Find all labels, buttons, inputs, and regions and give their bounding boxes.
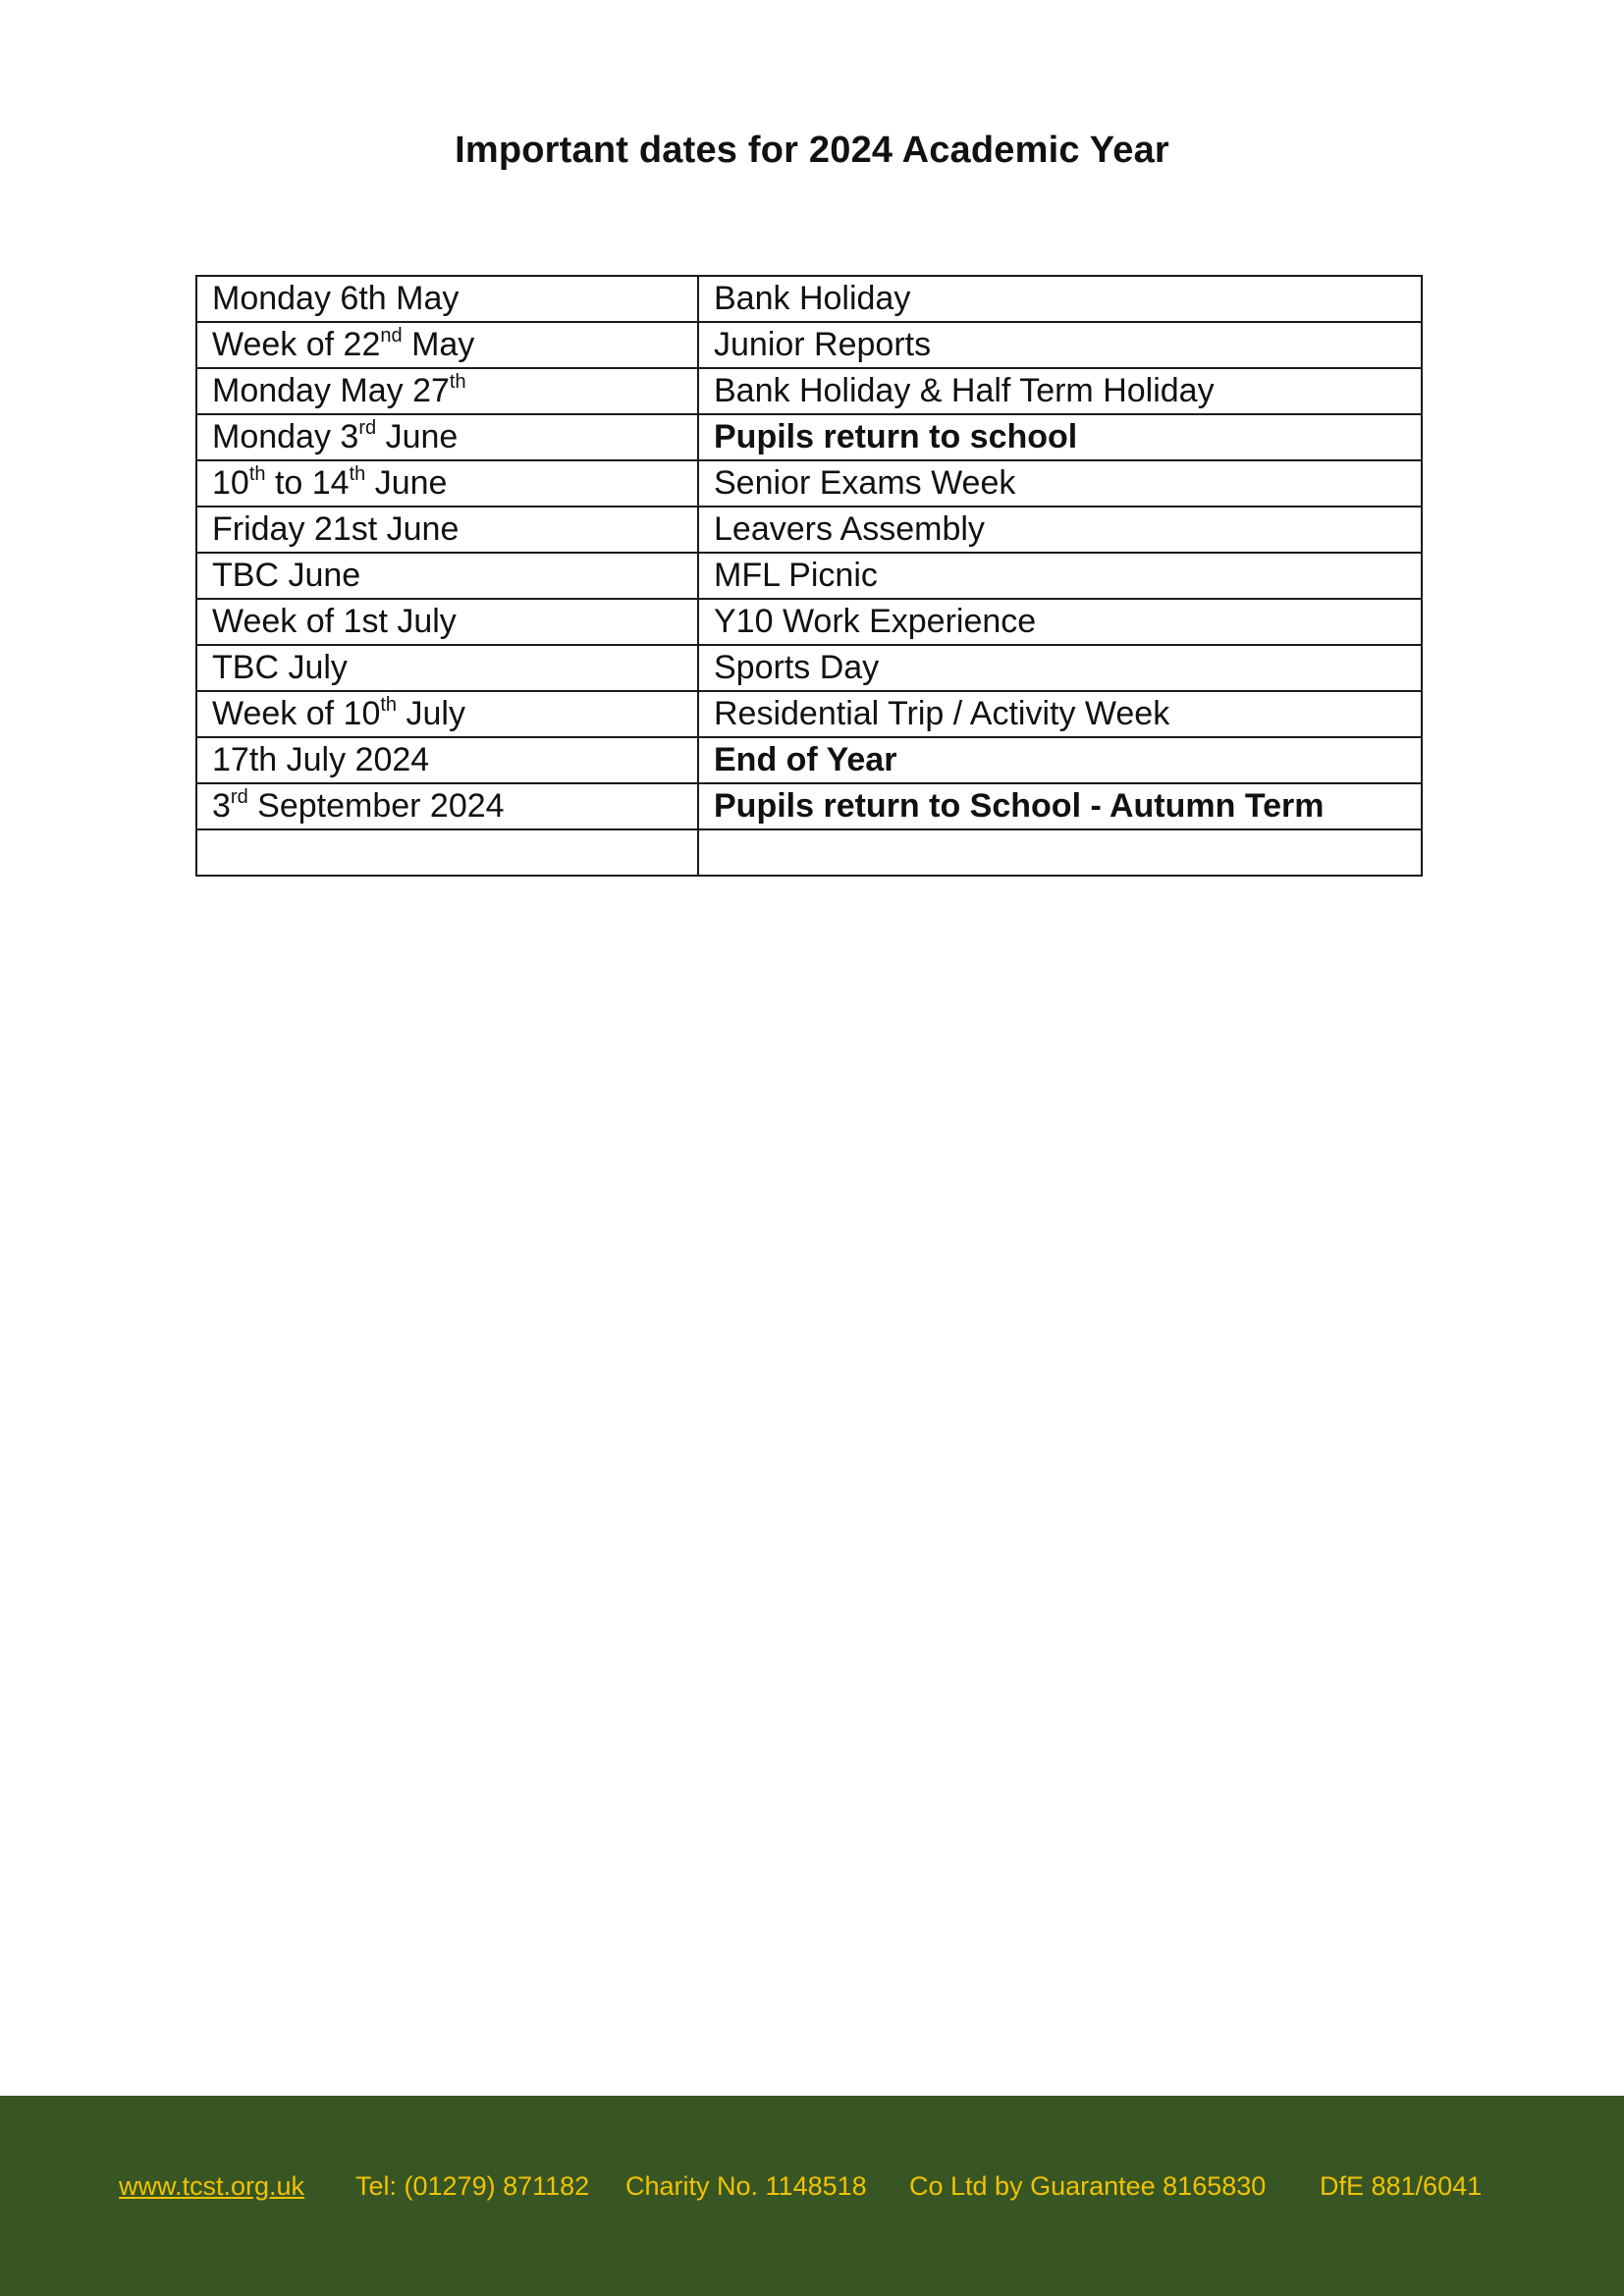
date-text: Monday 3 [212,418,359,455]
date-ordinal-suffix: th [380,693,398,716]
date-ordinal-suffix: rd [358,416,377,439]
date-text: TBC July [212,649,348,686]
date-text: 3 [212,787,231,825]
date-text: to 14 [265,464,350,502]
event-cell [698,829,1422,876]
date-cell [196,829,698,876]
table-row [196,645,1422,691]
table-row [196,599,1422,645]
page-title: Important dates for 2024 Academic Year [455,130,1169,171]
dates-table-body [196,276,1422,876]
event-cell: Junior Reports [698,322,1422,368]
table-row [196,783,1422,829]
company-number: Co Ltd by Guarantee 8165830 [909,2171,1267,2201]
date-cell [196,553,698,599]
date-cell [196,599,698,645]
telephone-number: Tel: (01279) 871182 [355,2171,590,2201]
date-text: July [397,695,465,732]
event-cell: Pupils return to school [698,414,1422,460]
table-row [196,507,1422,553]
date-text: May [402,326,475,363]
table-row [196,829,1422,876]
event-cell: Y10 Work Experience [698,599,1422,645]
date-text: June [365,464,448,502]
date-ordinal-suffix: th [349,462,366,485]
date-cell [196,691,698,737]
date-cell [196,737,698,783]
date-text: TBC June [212,557,361,594]
date-ordinal-suffix: th [449,370,466,393]
website-link[interactable]: www.tcst.org.uk [119,2171,305,2201]
date-text: Monday May 27 [212,372,450,409]
date-text: Week of 1st July [212,603,457,640]
date-cell [196,276,698,322]
date-ordinal-suffix: nd [380,324,403,347]
table-row [196,737,1422,783]
table-row [196,276,1422,322]
event-cell: Sports Day [698,645,1422,691]
dfe-number: DfE 881/6041 [1320,2171,1483,2201]
date-cell [196,322,698,368]
date-text: Friday 21st June [212,510,460,548]
table-row [196,691,1422,737]
date-text: Monday 6th May [212,280,460,317]
date-text: 10 [212,464,249,502]
event-cell: End of Year [698,737,1422,783]
date-ordinal-suffix: rd [230,785,248,808]
date-cell [196,414,698,460]
date-text: Week of 10 [212,695,381,732]
table-row [196,553,1422,599]
charity-number: Charity No. 1148518 [625,2171,867,2201]
event-cell: MFL Picnic [698,553,1422,599]
date-cell [196,460,698,507]
footer-bar [0,2096,1624,2296]
date-cell [196,368,698,414]
event-cell: Leavers Assembly [698,507,1422,553]
event-cell: Residential Trip / Activity Week [698,691,1422,737]
event-cell: Senior Exams Week [698,460,1422,507]
date-text: 17th July 2024 [212,741,430,778]
event-cell: Pupils return to School - Autumn Term [698,783,1422,829]
date-text: September 2024 [247,787,505,825]
date-text: Week of 22 [212,326,381,363]
date-cell [196,783,698,829]
event-cell: Bank Holiday & Half Term Holiday [698,368,1422,414]
date-cell [196,507,698,553]
table-row [196,414,1422,460]
date-text: June [376,418,459,455]
date-ordinal-suffix: th [248,462,266,485]
table-row [196,460,1422,507]
dates-table [195,275,1423,877]
table-row [196,322,1422,368]
table-row [196,368,1422,414]
date-cell [196,645,698,691]
event-cell: Bank Holiday [698,276,1422,322]
